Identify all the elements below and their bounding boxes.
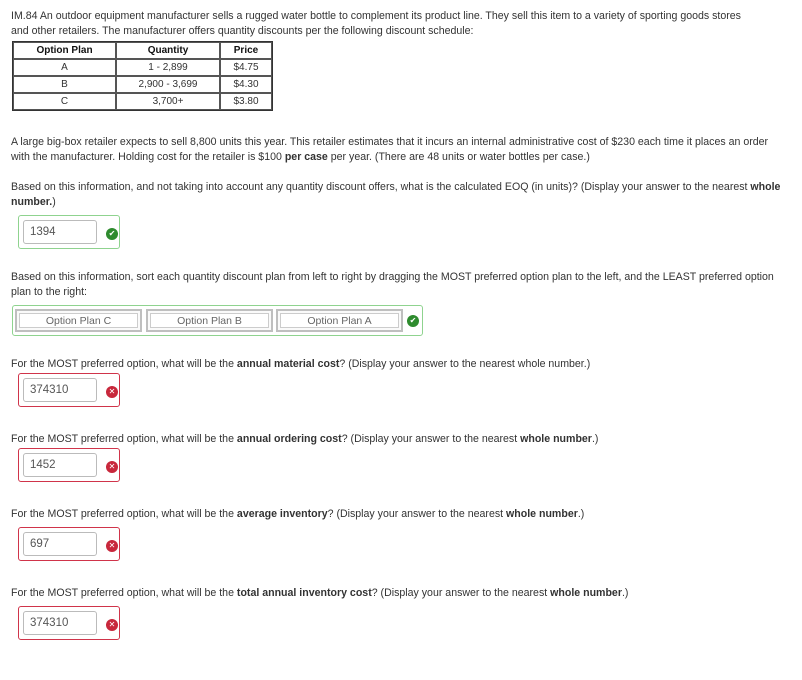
q4-pre: For the MOST preferred option, what will be the — [11, 433, 237, 445]
sort-drop-zone — [12, 305, 423, 336]
q1-text: Based on this information, and not taking into account any quantity discount offers, what is the calculated EOQ (in units)? (Display your answer to the nearest — [11, 181, 751, 193]
x-circle-icon: ✕ — [106, 386, 118, 398]
problem-intro — [11, 9, 781, 39]
question-eoq — [11, 180, 781, 210]
scenario-part-2: per year. (There are 48 units or water bottles per case.) — [327, 151, 590, 163]
question-sort-plans: Based on this information, sort each quantity discount plan from left to right by dragging the MOST preferred option plan to the left, and the LEAST preferred option plan to the right: — [11, 271, 774, 298]
header-price: Price — [220, 42, 272, 59]
table-row — [13, 93, 272, 110]
q5-bold-2: whole number — [506, 508, 578, 520]
q6-tail: .) — [621, 587, 629, 599]
x-circle-icon: ✕ — [106, 540, 118, 552]
table-row — [13, 59, 272, 76]
table-header-row — [13, 42, 272, 59]
cell-option: C — [13, 93, 116, 110]
draggable-option-chip[interactable]: Option Plan C — [19, 313, 138, 328]
average-inventory-answer-input[interactable] — [23, 532, 97, 556]
q3-bold: annual material cost — [236, 358, 340, 370]
q4-bold: annual ordering cost — [236, 433, 342, 445]
q5-post: ? (Display your answer to the nearest — [327, 508, 507, 520]
cell-price: $3.80 — [220, 93, 272, 110]
material-cost-answer-input[interactable] — [23, 378, 97, 402]
total-cost-answer-input[interactable] — [23, 611, 97, 635]
cell-price: $4.30 — [220, 76, 272, 93]
eoq-answer-input[interactable] — [23, 220, 97, 244]
sort-slot-1 — [15, 309, 142, 332]
q1-bold: whole number. — [11, 181, 781, 208]
header-option-plan: Option Plan — [13, 42, 116, 59]
ordering-cost-answer-input[interactable] — [23, 453, 97, 477]
q6-pre: For the MOST preferred option, what will be the — [11, 587, 237, 599]
cell-option: B — [13, 76, 116, 93]
total-cost-answer-box — [18, 606, 120, 640]
cell-quantity: 1 - 2,899 — [116, 59, 220, 76]
q4-post: ? (Display your answer to the nearest — [341, 433, 521, 445]
q5-tail: .) — [577, 508, 585, 520]
sort-slot-2 — [146, 309, 273, 332]
intro-line-2: and other retailers. The manufacturer offers quantity discounts per the following discount schedule: — [11, 25, 474, 37]
header-quantity: Quantity — [116, 42, 220, 59]
question-annual-material-cost — [11, 357, 781, 372]
material-cost-answer-box — [18, 373, 120, 407]
q1-tail: ) — [52, 196, 56, 208]
q4-bold-2: whole number — [520, 433, 592, 445]
check-circle-icon: ✔ — [407, 315, 419, 327]
average-inventory-answer-box — [18, 527, 120, 561]
q3-pre: For the MOST preferred option, what will be the — [11, 358, 237, 370]
q6-post: ? (Display your answer to the nearest — [371, 587, 551, 599]
cell-price: $4.75 — [220, 59, 272, 76]
q3-post: ? (Display your answer to the nearest whole number.) — [339, 358, 591, 370]
discount-schedule-table — [12, 41, 273, 111]
intro-line-1: IM.84 An outdoor equipment manufacturer sells a rugged water bottle to complement its product line. They sell this item to a variety of sporting goods stores — [11, 10, 741, 22]
scenario-bold: per case — [284, 151, 328, 163]
sort-slot-3 — [276, 309, 403, 332]
scenario-part-1: A large big-box retailer expects to sell 8,800 units this year. This retailer estimates that it incurs an internal administrative cost of $230 each time it places an order with the manufacturer. Holding cost for the retailer is $100 — [11, 136, 769, 163]
x-circle-icon: ✕ — [106, 461, 118, 473]
cell-quantity: 3,700+ — [116, 93, 220, 110]
question-total-annual-inventory-cost — [11, 586, 781, 601]
q5-pre: For the MOST preferred option, what will be the — [11, 508, 237, 520]
question-annual-ordering-cost — [11, 432, 781, 447]
draggable-option-chip[interactable]: Option Plan B — [150, 313, 269, 328]
q5-bold: average inventory — [236, 508, 328, 520]
check-circle-icon: ✔ — [106, 228, 118, 240]
q4-tail: .) — [591, 433, 599, 445]
eoq-answer-box — [18, 215, 120, 249]
cell-quantity: 2,900 - 3,699 — [116, 76, 220, 93]
q6-bold-2: whole number — [550, 587, 622, 599]
ordering-cost-answer-box — [18, 448, 120, 482]
table-row — [13, 76, 272, 93]
question-average-inventory — [11, 507, 781, 522]
x-circle-icon: ✕ — [106, 619, 118, 631]
scenario-text — [11, 135, 781, 165]
cell-option: A — [13, 59, 116, 76]
draggable-option-chip[interactable]: Option Plan A — [280, 313, 399, 328]
q6-bold: total annual inventory cost — [236, 587, 372, 599]
